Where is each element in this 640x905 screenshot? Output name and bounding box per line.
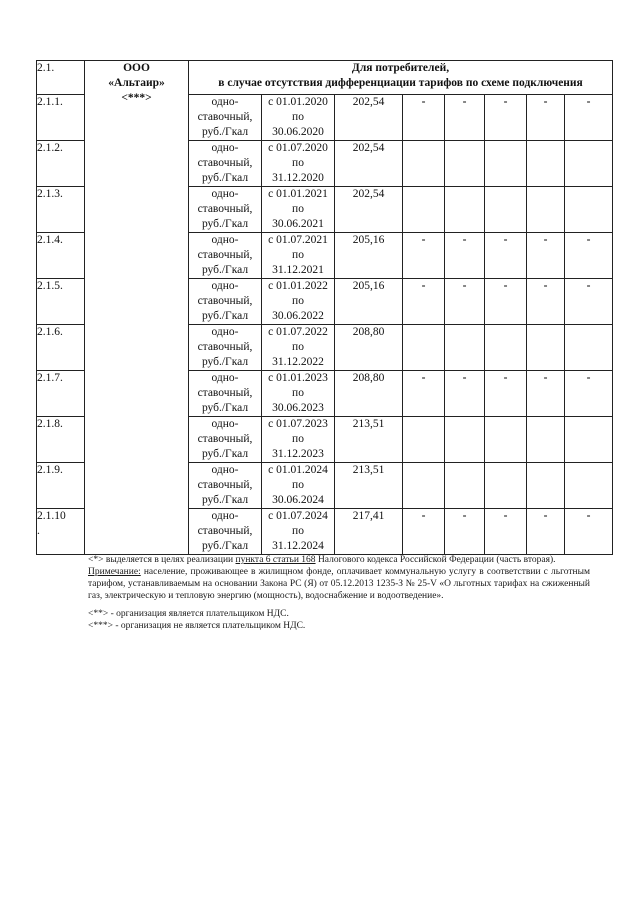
- footnote-non-vat-payer: <***> - организация не является плательщиком НДС.: [88, 621, 306, 631]
- period-line: с 01.01.2020: [268, 96, 328, 108]
- remark-label: Примечание:: [88, 567, 141, 577]
- tariff-type: [189, 509, 262, 555]
- period-line: с 01.07.2023: [268, 418, 328, 430]
- organization-form: ООО: [123, 62, 150, 74]
- tariff-type-line: руб./Гкал: [201, 494, 249, 506]
- period-line: с 01.01.2023: [268, 372, 328, 384]
- period-line: с 01.01.2024: [268, 464, 328, 476]
- period-line: по: [292, 433, 304, 445]
- empty-value-cell: -: [485, 279, 527, 325]
- tariff-type-line: одно-: [211, 142, 239, 154]
- empty-value-cell: -: [527, 233, 565, 279]
- tariff-value: 213,51: [335, 463, 403, 509]
- empty-value-cell: -: [445, 233, 485, 279]
- tariff-type-line: одно-: [211, 418, 239, 430]
- period-line: по: [292, 157, 304, 169]
- empty-value-cell: -: [565, 95, 613, 141]
- tariff-type-line: руб./Гкал: [201, 402, 249, 414]
- empty-value-cell: -: [403, 279, 445, 325]
- period-line: по: [292, 111, 304, 123]
- footnote-remark: [88, 566, 590, 602]
- period-line: 31.12.2024: [272, 540, 324, 552]
- empty-value-cell: -: [565, 371, 613, 417]
- header-row: [37, 61, 613, 95]
- period-line: по: [292, 341, 304, 353]
- tariff-type-line: руб./Гкал: [201, 356, 249, 368]
- tariff-type: [189, 187, 262, 233]
- period-line: с 01.07.2020: [268, 142, 328, 154]
- tariff-type-line: одно-: [211, 188, 239, 200]
- tariff-period: [262, 95, 335, 141]
- consumers-header: [189, 61, 613, 95]
- organization-cell: [85, 61, 189, 555]
- empty-value-cell: [485, 141, 527, 187]
- period-line: по: [292, 525, 304, 537]
- tariff-type-line: одно-: [211, 326, 239, 338]
- tariff-type-line: одно-: [211, 510, 239, 522]
- empty-value-cell: [403, 417, 445, 463]
- tariff-type-line: одно-: [211, 280, 239, 292]
- empty-value-cell: [485, 417, 527, 463]
- row-number: 2.1.8.: [37, 417, 85, 463]
- tariff-type-line: ставочный,: [197, 295, 253, 307]
- empty-value-cell: [485, 187, 527, 233]
- tariff-type: [189, 95, 262, 141]
- row-number: 2.1.9.: [37, 463, 85, 509]
- period-line: 30.06.2021: [272, 218, 324, 230]
- header-line-2: в случае отсутствия дифференциации тарифов по схеме подключения: [218, 77, 583, 89]
- tariff-type: [189, 463, 262, 509]
- empty-value-cell: [527, 325, 565, 371]
- period-line: 30.06.2024: [272, 494, 324, 506]
- empty-value-cell: [527, 463, 565, 509]
- tariff-type-line: ставочный,: [197, 387, 253, 399]
- tariff-type: [189, 279, 262, 325]
- tariff-period: [262, 141, 335, 187]
- empty-value-cell: [445, 417, 485, 463]
- footnote-vat-payer: <**> - организация является плательщиком НДС.: [88, 609, 289, 619]
- empty-value-cell: [485, 463, 527, 509]
- period-line: с 01.01.2021: [268, 188, 328, 200]
- row-number: 2.1.5.: [37, 279, 85, 325]
- tariff-type-line: ставочный,: [197, 203, 253, 215]
- empty-value-cell: [565, 463, 613, 509]
- period-line: 30.06.2022: [272, 310, 324, 322]
- period-line: с 01.07.2022: [268, 326, 328, 338]
- tariff-period: [262, 417, 335, 463]
- tariff-period: [262, 325, 335, 371]
- empty-value-cell: -: [527, 509, 565, 555]
- tariff-type-line: руб./Гкал: [201, 218, 249, 230]
- period-line: с 01.01.2022: [268, 280, 328, 292]
- tariff-type-line: одно-: [211, 234, 239, 246]
- tariff-period: [262, 233, 335, 279]
- tariff-value: 213,51: [335, 417, 403, 463]
- empty-value-cell: -: [565, 279, 613, 325]
- empty-value-cell: -: [485, 509, 527, 555]
- tariff-type-line: руб./Гкал: [201, 126, 249, 138]
- tariff-value: 202,54: [335, 187, 403, 233]
- empty-value-cell: -: [403, 233, 445, 279]
- tariff-period: [262, 279, 335, 325]
- tariff-period: [262, 187, 335, 233]
- empty-value-cell: [565, 141, 613, 187]
- period-line: по: [292, 479, 304, 491]
- row-number: 2.1.1.: [37, 95, 85, 141]
- tariff-type-line: ставочный,: [197, 433, 253, 445]
- tariff-type-line: ставочный,: [197, 479, 253, 491]
- empty-value-cell: -: [403, 95, 445, 141]
- empty-value-cell: [445, 325, 485, 371]
- tariff-period: [262, 463, 335, 509]
- empty-value-cell: -: [485, 371, 527, 417]
- tariff-type: [189, 417, 262, 463]
- empty-value-cell: [527, 417, 565, 463]
- empty-value-cell: -: [445, 279, 485, 325]
- tariff-type: [189, 371, 262, 417]
- empty-value-cell: -: [527, 371, 565, 417]
- period-line: по: [292, 203, 304, 215]
- empty-value-cell: -: [527, 95, 565, 141]
- empty-value-cell: [403, 141, 445, 187]
- empty-value-cell: [403, 325, 445, 371]
- period-line: 31.12.2022: [272, 356, 324, 368]
- tax-code-link[interactable]: пункта 6 статьи 168: [235, 555, 316, 565]
- tariff-type-line: ставочный,: [197, 525, 253, 537]
- period-line: 30.06.2023: [272, 402, 324, 414]
- row-number: 2.1.6.: [37, 325, 85, 371]
- tariff-value: 208,80: [335, 371, 403, 417]
- empty-value-cell: -: [403, 509, 445, 555]
- empty-value-cell: [403, 187, 445, 233]
- tariff-type-line: одно-: [211, 464, 239, 476]
- empty-value-cell: -: [527, 279, 565, 325]
- row-number: 2.1.10 .: [37, 509, 85, 555]
- tariff-type-line: ставочный,: [197, 341, 253, 353]
- header-line-1: Для потребителей,: [351, 62, 450, 74]
- period-line: 31.12.2021: [272, 264, 324, 276]
- empty-value-cell: -: [485, 95, 527, 141]
- tariff-type-line: руб./Гкал: [201, 310, 249, 322]
- row-number: 2.1.4.: [37, 233, 85, 279]
- row-number: 2.1.2.: [37, 141, 85, 187]
- empty-value-cell: -: [445, 509, 485, 555]
- period-line: 31.12.2020: [272, 172, 324, 184]
- empty-value-cell: -: [565, 509, 613, 555]
- tariff-value: 208,80: [335, 325, 403, 371]
- tariff-type-line: одно-: [211, 96, 239, 108]
- tariff-type-line: руб./Гкал: [201, 448, 249, 460]
- empty-value-cell: -: [565, 233, 613, 279]
- period-line: с 01.07.2021: [268, 234, 328, 246]
- footnote-text: Налогового кодекса Российской Федерации (часть вторая).: [315, 555, 556, 565]
- empty-value-cell: -: [445, 95, 485, 141]
- tariff-value: 202,54: [335, 95, 403, 141]
- row-number: 2.1.3.: [37, 187, 85, 233]
- tariff-type: [189, 233, 262, 279]
- tariff-type-line: руб./Гкал: [201, 172, 249, 184]
- tariff-value: 202,54: [335, 141, 403, 187]
- remark-text: население, проживающее в жилищном фонде, оплачивает коммунальную услугу в соответствии с льготным тарифом, устанавливаемым на основании Закона РС (Я) от 05.12.2013 1235-З № 25-V «О льготных тарифах на сжиженный газ, электрическую и тепловую энергию (мощность), водоснабжение и водоотведение».: [88, 567, 590, 601]
- row-number: 2.1.: [37, 61, 85, 95]
- tariff-type-line: руб./Гкал: [201, 540, 249, 552]
- tariff-type-line: ставочный,: [197, 249, 253, 261]
- period-line: с 01.07.2024: [268, 510, 328, 522]
- tariff-period: [262, 509, 335, 555]
- empty-value-cell: -: [485, 233, 527, 279]
- empty-value-cell: [485, 325, 527, 371]
- tariff-value: 205,16: [335, 279, 403, 325]
- empty-value-cell: [445, 141, 485, 187]
- period-line: по: [292, 249, 304, 261]
- tariff-type-line: одно-: [211, 372, 239, 384]
- footnote-vat-allocation: [88, 554, 590, 566]
- empty-value-cell: [565, 187, 613, 233]
- footnotes: [88, 554, 590, 632]
- empty-value-cell: [445, 187, 485, 233]
- empty-value-cell: -: [445, 371, 485, 417]
- period-line: по: [292, 387, 304, 399]
- tariff-table: [36, 60, 613, 555]
- organization-name: «Альтаир»: [108, 77, 165, 89]
- empty-value-cell: [403, 463, 445, 509]
- empty-value-cell: [527, 187, 565, 233]
- tariff-type-line: руб./Гкал: [201, 264, 249, 276]
- period-line: по: [292, 295, 304, 307]
- empty-value-cell: [527, 141, 565, 187]
- tariff-type: [189, 141, 262, 187]
- empty-value-cell: [565, 325, 613, 371]
- empty-value-cell: -: [403, 371, 445, 417]
- tariff-type-line: ставочный,: [197, 157, 253, 169]
- period-line: 30.06.2020: [272, 126, 324, 138]
- tariff-type-line: ставочный,: [197, 111, 253, 123]
- empty-value-cell: [445, 463, 485, 509]
- organization-mark: <***>: [121, 92, 152, 104]
- tariff-value: 217,41: [335, 509, 403, 555]
- footnote-text: <*> выделяется в целях реализации: [88, 555, 236, 565]
- tariff-type: [189, 325, 262, 371]
- empty-value-cell: [565, 417, 613, 463]
- row-number: 2.1.7.: [37, 371, 85, 417]
- period-line: 31.12.2023: [272, 448, 324, 460]
- tariff-period: [262, 371, 335, 417]
- tariff-value: 205,16: [335, 233, 403, 279]
